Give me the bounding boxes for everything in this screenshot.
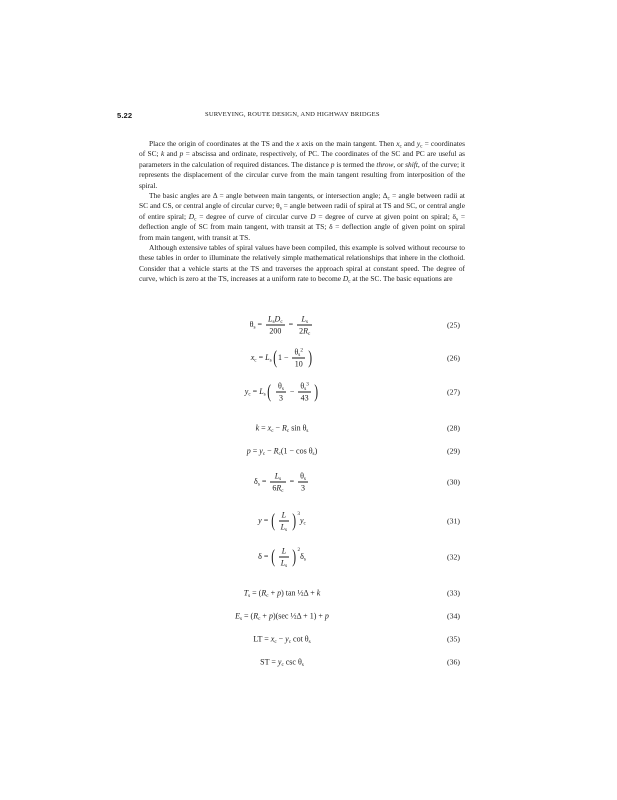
equation-27-number: (27) (447, 387, 460, 397)
equation-32-number: (32) (447, 552, 460, 562)
equation-26-number: (26) (447, 353, 460, 363)
equation-31-formula: y = ( $\frac{L}{L_s}$ )$^3y_c$ (258, 510, 306, 533)
equation-36-formula: ST = $y_c$ $\csc \theta_s$ (260, 657, 304, 668)
page-number: 5.22 (117, 111, 133, 120)
paragraph-1: Place the origin of coordinates at the TS and the x axis on the main tangent. Then $x_c$ and $y_c$ = coordinates of SC; k and p = abscissa and ordinate, respectively, of PC. The coordinates of the SC and PC are useful as parameters in the calculation of required distances. The distance p is termed the throw, or shift, of the curve; it represents the displacement of the circular curve from the main tangent resulting from interposition of the spiral. (139, 139, 466, 190)
equation-31-number: (31) (447, 516, 460, 526)
equation-35-number: (35) (447, 634, 460, 644)
equation-31 (150, 506, 460, 536)
equation-25 (150, 310, 460, 340)
equation-26 (150, 343, 460, 373)
equation-36 (150, 647, 460, 677)
equation-33-number: (33) (447, 588, 460, 598)
equation-27-formula: $y_c = L_s$( $\frac{\theta_s}{3}$ − $\frac{\theta_s^3}{43}$ ) (244, 381, 318, 403)
equation-30-number: (30) (447, 477, 460, 487)
paragraph-3: Although extensive tables of spiral values have been compiled, this example is solved without recourse to these tables in order to illuminate the relatively simple mathematical relationships that inhere in the clothoid. Consider that a vehicle starts at the TS and traverses the approach spiral at constant speed. The degree of curve, which is zero at the TS, increases at a uniform rate to become $D_c$ at the SC. The basic equations are (139, 243, 465, 285)
body-text (139, 139, 465, 285)
equation-34-number: (34) (447, 611, 460, 621)
paragraph-2: The basic angles are Δ = angle between main tangents, or intersection angle; $\Delta_c$ = angle between radii at SC and CS, or central angle of circular curve; $\theta_s$ = angle between radii of spiral at TS and SC, or central angle of entire spiral; $D_c$ = degree of curve of circular curve D = degree of curve at given point on spiral; $\delta_s$ = deflection angle of SC from main tangent, with transit at TS; δ = deflection angle of given point on spiral from main tangent, with transit at TS. (139, 191, 465, 242)
equation-32-formula: δ = ( $\frac{L}{L_s}$ )$^2\delta_s$ (258, 546, 306, 569)
equation-25-formula: $\theta_s$ = $\frac{L_sD_c}{200}$ = $\frac{L_s}{2R_c}$ (249, 314, 311, 337)
equation-27 (150, 377, 460, 407)
equation-33-formula: $T_s = (R_c + p)$ tan ½Δ + k (243, 588, 321, 599)
equation-34-formula: $E_s = (R_c + p)(\sec$ ½Δ + 1) + p (235, 611, 329, 622)
equation-29 (150, 436, 460, 466)
equation-30-formula: $\delta_s$ = $\frac{L_s}{6R_c}$ = $\frac{\theta_s}{3}$ (254, 471, 306, 494)
equation-36-number: (36) (447, 657, 460, 667)
equation-35-formula: LT = $x_c - y_c$ $\cot \theta_s$ (253, 634, 311, 645)
equation-29-formula: $p = y_c - R_c(1 - \cos \theta_s)$ (246, 446, 318, 457)
equation-26-formula: $x_c = L_s(1$ − $\frac{\theta_s^2}{10}$ ) (250, 347, 312, 369)
running-title: SURVEYING, ROUTE DESIGN, AND HIGHWAY BRIDGES (205, 111, 380, 118)
equation-32 (150, 542, 460, 572)
equation-29-number: (29) (447, 446, 460, 456)
equation-28-formula: $k = x_c - R_c$ $\sin \theta_s$ (255, 423, 309, 434)
equation-30 (150, 467, 460, 497)
equation-25-number: (25) (447, 320, 460, 330)
equation-28-number: (28) (447, 423, 460, 433)
